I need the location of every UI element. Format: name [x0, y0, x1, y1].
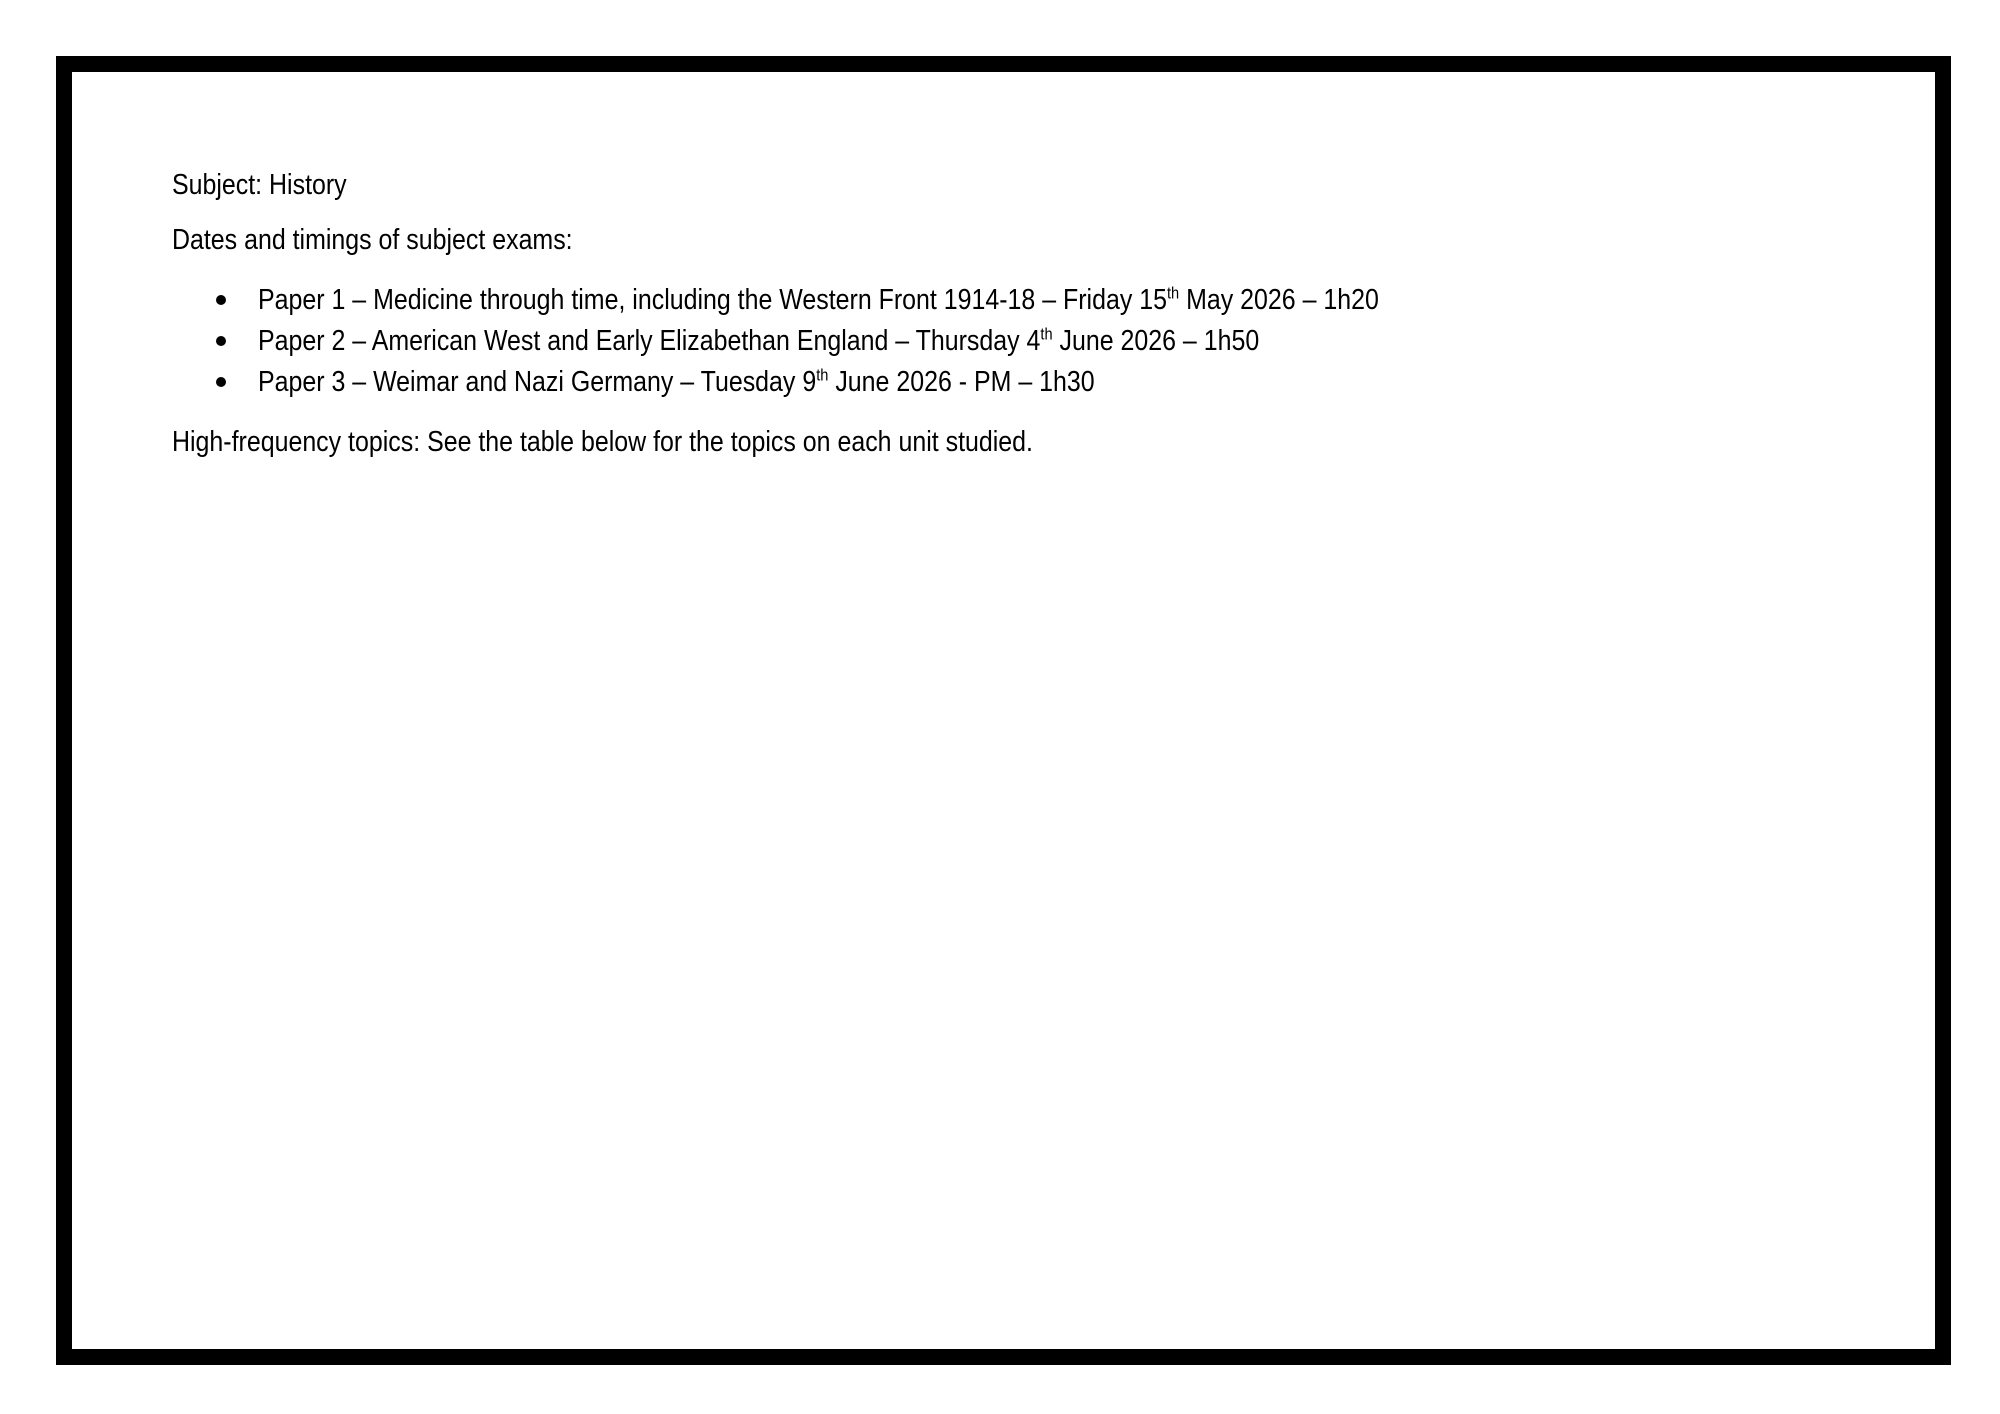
bullet-icon — [216, 295, 226, 305]
high-frequency-topics: High-frequency topics: See the table below for the topics on each unit studied. — [172, 425, 1033, 458]
exam-text-rest: June 2026 – 1h50 — [1052, 324, 1260, 357]
exam-text-main: Paper 1 – Medicine through time, including the Western Front 1914-18 – Friday 15 — [258, 283, 1167, 316]
bullet-icon — [216, 336, 226, 346]
bullet-icon — [216, 377, 226, 387]
exam-item-paper-3 — [172, 362, 1872, 403]
exam-text-rest: May 2026 – 1h20 — [1179, 283, 1379, 316]
exam-item-paper-1 — [172, 280, 1872, 321]
document-body — [172, 168, 1872, 459]
ordinal-suffix: th — [1040, 324, 1053, 344]
ordinal-suffix: th — [816, 365, 829, 385]
exam-item-paper-2 — [172, 321, 1872, 362]
exam-text — [258, 365, 1095, 400]
exam-text — [258, 283, 1379, 318]
exam-text-rest: June 2026 - PM – 1h30 — [828, 365, 1095, 398]
exam-text-main: Paper 2 – American West and Early Elizabethan England – Thursday 4 — [258, 324, 1041, 357]
subject-line: Subject: History — [172, 169, 347, 201]
exam-text-main: Paper 3 – Weimar and Nazi Germany – Tuesday 9 — [258, 365, 817, 398]
exam-list — [172, 280, 1872, 403]
exam-text — [258, 324, 1259, 359]
ordinal-suffix: th — [1166, 283, 1180, 303]
dates-heading: Dates and timings of subject exams: — [172, 223, 573, 256]
